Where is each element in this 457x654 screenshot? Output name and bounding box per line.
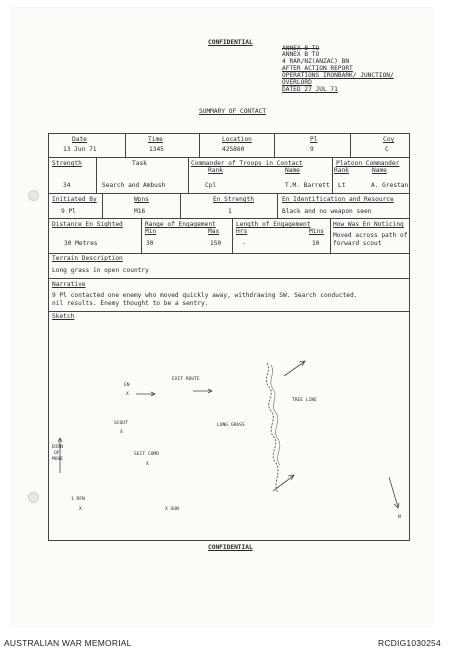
distance-value: 30 Metres xyxy=(64,240,98,247)
noticing-label: How Was En Noticing xyxy=(333,221,404,228)
initiated-value: 9 Pl xyxy=(61,208,76,215)
narrative-line-2: nil results. Enemy thought to be a sentry. xyxy=(52,300,209,307)
sketch-gun: X GUN xyxy=(165,507,179,512)
terrain-label: Terrain Description xyxy=(52,255,123,262)
strength-value: 34 xyxy=(63,182,71,189)
pl-value: 9 xyxy=(310,146,314,153)
annex-struck: ANNEX B TO xyxy=(282,45,320,52)
north-arrow xyxy=(389,477,398,507)
report-label: AFTER ACTION REPORT xyxy=(282,65,353,72)
task-value: Search and Ambush xyxy=(102,182,166,189)
sketch-exit-route: EXIT ROUTE xyxy=(172,377,200,382)
max-value: 150 xyxy=(210,240,222,247)
max-label: Max xyxy=(208,228,220,235)
sketch-rfn-x: X xyxy=(79,507,82,512)
en-strength-value: 1 xyxy=(228,208,232,215)
sketch-sect-comd: SECT COMD xyxy=(134,452,159,457)
noticing-value-2: forward scout xyxy=(333,240,382,247)
time-value: 1345 xyxy=(149,146,164,153)
platoon-commander-label: Platoon Commander xyxy=(336,160,400,167)
task-label: Task xyxy=(132,160,147,167)
annex-label: ANNEX B TO xyxy=(282,51,320,58)
hrs-label: Hrs xyxy=(236,228,248,235)
length-label: Length of Engagement xyxy=(236,221,311,228)
sketch-label: Sketch xyxy=(52,313,75,320)
min-label: Min xyxy=(145,228,157,235)
min-value: 30 xyxy=(146,240,154,247)
punch-hole xyxy=(28,190,39,201)
initiated-label: Initiated By xyxy=(52,196,97,203)
sketch-scout-x: X xyxy=(120,430,123,435)
pc-name-label: Name xyxy=(372,167,387,174)
narrative-label: Narrative xyxy=(52,281,86,288)
unit-label: 4 RAR/NZ(ANZAC) BN xyxy=(282,58,350,65)
date-label: Date xyxy=(72,136,87,143)
noticing-value-1: Moved across path of xyxy=(333,232,408,239)
pc-rank-label: Rank xyxy=(334,167,349,174)
sketch-rfn: 1 RFN xyxy=(71,497,85,502)
location-label: Location xyxy=(222,136,252,143)
en-id-value: Black and no weapon seen xyxy=(282,208,372,215)
sketch-dirn-1: DIRN xyxy=(52,445,64,450)
range-label: Range of Engagement xyxy=(145,221,216,228)
commander-name-label: Name xyxy=(285,167,300,174)
en-strength-label: En Strength xyxy=(213,196,254,203)
classification-top: CONFIDENTIAL xyxy=(208,39,253,46)
coy-value: C xyxy=(385,146,389,153)
operation-label-2: OVERLORD xyxy=(282,79,312,86)
sketch-long-grass: LONG GRASS xyxy=(217,423,245,428)
time-label: Time xyxy=(148,136,163,143)
commander-rank-label: Rank xyxy=(208,167,223,174)
sketch-scout: SCOUT xyxy=(114,421,128,426)
footer-source: AUSTRALIAN WAR MEMORIAL xyxy=(4,638,132,648)
commander-name-value: T.M. Barrett xyxy=(285,182,330,189)
footer-reference: RCDIG1030254 xyxy=(378,638,441,648)
narrative-line-1: 9 Pl contacted one enemy who moved quickly away, withdrawing SW. Search conducted. xyxy=(52,292,358,299)
sketch-en-x: X xyxy=(126,392,129,397)
page-title: SUMMARY OF CONTACT xyxy=(199,108,267,115)
dated-label: DATED 27 JUL 71 xyxy=(282,86,338,93)
coy-label: Coy xyxy=(383,136,395,143)
distance-label: Distance En Sighted xyxy=(52,221,123,228)
pl-label: Pl xyxy=(310,136,318,143)
wpns-label: Wpns xyxy=(134,196,149,203)
commander-rank-value: Cpl xyxy=(205,182,217,189)
punch-hole xyxy=(28,492,39,503)
sketch-dirn-3: MOVE xyxy=(52,457,64,462)
operation-label: OPERATIONS IRONBARK/ JUNCTION/ xyxy=(282,72,394,79)
pc-name-value: A. Grestan xyxy=(371,182,409,189)
strength-label: Strength xyxy=(52,160,82,167)
classification-bottom: CONFIDENTIAL xyxy=(208,544,253,551)
sketch-en-label: EN xyxy=(124,383,130,388)
location-value: 425860 xyxy=(222,146,245,153)
sketch-north: N xyxy=(398,515,401,520)
wpns-value: M16 xyxy=(134,208,146,215)
sketch-tree-line: TREE LINE xyxy=(292,398,317,403)
tree-line-mark-2 xyxy=(271,365,280,465)
sketch-dirn-2: OF xyxy=(54,451,60,456)
pc-rank-value: Lt xyxy=(338,182,346,189)
withdraw-arrow xyxy=(284,362,304,376)
sketch-sect-comd-x: X xyxy=(146,462,149,467)
terrain-value: Long grass in open country xyxy=(52,267,149,274)
date-value: 13 Jun 71 xyxy=(63,146,97,153)
hrs-value: - xyxy=(242,240,246,247)
en-id-label: En Identification and Resource xyxy=(282,196,394,203)
mins-label: Mins xyxy=(309,228,324,235)
mins-value: 10 xyxy=(312,240,320,247)
commander-label: Commander of Troops in Contact xyxy=(191,160,303,167)
